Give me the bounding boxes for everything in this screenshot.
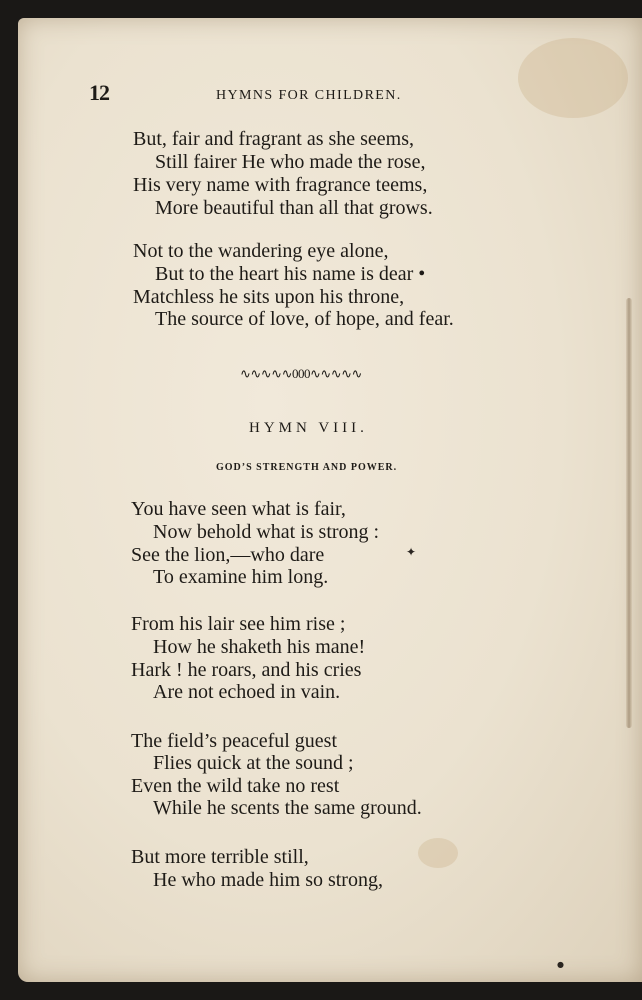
verse-line: Hark ! he roars, and his cries	[131, 659, 362, 681]
verse-line: His very name with fragrance teems,	[133, 174, 428, 196]
page-number: 12	[89, 80, 109, 105]
verse-line: See the lion,—who dare	[131, 544, 325, 566]
ink-speck: ●	[557, 960, 564, 969]
verse-line: But more terrible still,	[131, 846, 309, 868]
verse-line: While he scents the same ground.	[153, 797, 422, 819]
verse-line: You have seen what is fair,	[131, 498, 346, 520]
ink-speck: ✦	[406, 545, 417, 559]
verse-line: Not to the wandering eye alone,	[133, 240, 389, 262]
verse-line: The field’s peaceful guest	[131, 730, 338, 752]
verse-line: Are not echoed in vain.	[153, 681, 341, 703]
verse-line: How he shaketh his mane!	[153, 636, 366, 658]
verse-line: Even the wild take no rest	[131, 775, 340, 797]
verse-line: Now behold what is strong :	[153, 521, 380, 543]
verse-line: More beautiful than all that grows.	[155, 197, 433, 219]
paper-stain	[418, 838, 458, 868]
running-header: HYMNS FOR CHILDREN.	[216, 88, 402, 103]
hymn-subtitle: GOD’S STRENGTH AND POWER.	[216, 462, 398, 473]
verse-line: Still fairer He who made the rose,	[155, 151, 426, 173]
verse-line: But, fair and fragrant as she seems,	[133, 128, 415, 150]
paper-stain	[518, 38, 628, 118]
verse-line: He who made him so strong,	[153, 869, 383, 891]
verse-line: From his lair see him rise ;	[131, 613, 346, 635]
hymn-title: HYMN VIII.	[249, 420, 368, 436]
verse-line: Matchless he sits upon his throne,	[133, 286, 405, 308]
page-binding-edge	[626, 298, 632, 728]
verse-line: Flies quick at the sound ;	[153, 752, 354, 774]
verse-line: But to the heart his name is dear •	[155, 263, 426, 285]
verse-line: The source of love, of hope, and fear.	[155, 308, 454, 330]
section-divider-ornament: ∿∿∿∿∿000∿∿∿∿∿	[240, 366, 362, 381]
verse-line: To examine him long.	[153, 566, 329, 588]
